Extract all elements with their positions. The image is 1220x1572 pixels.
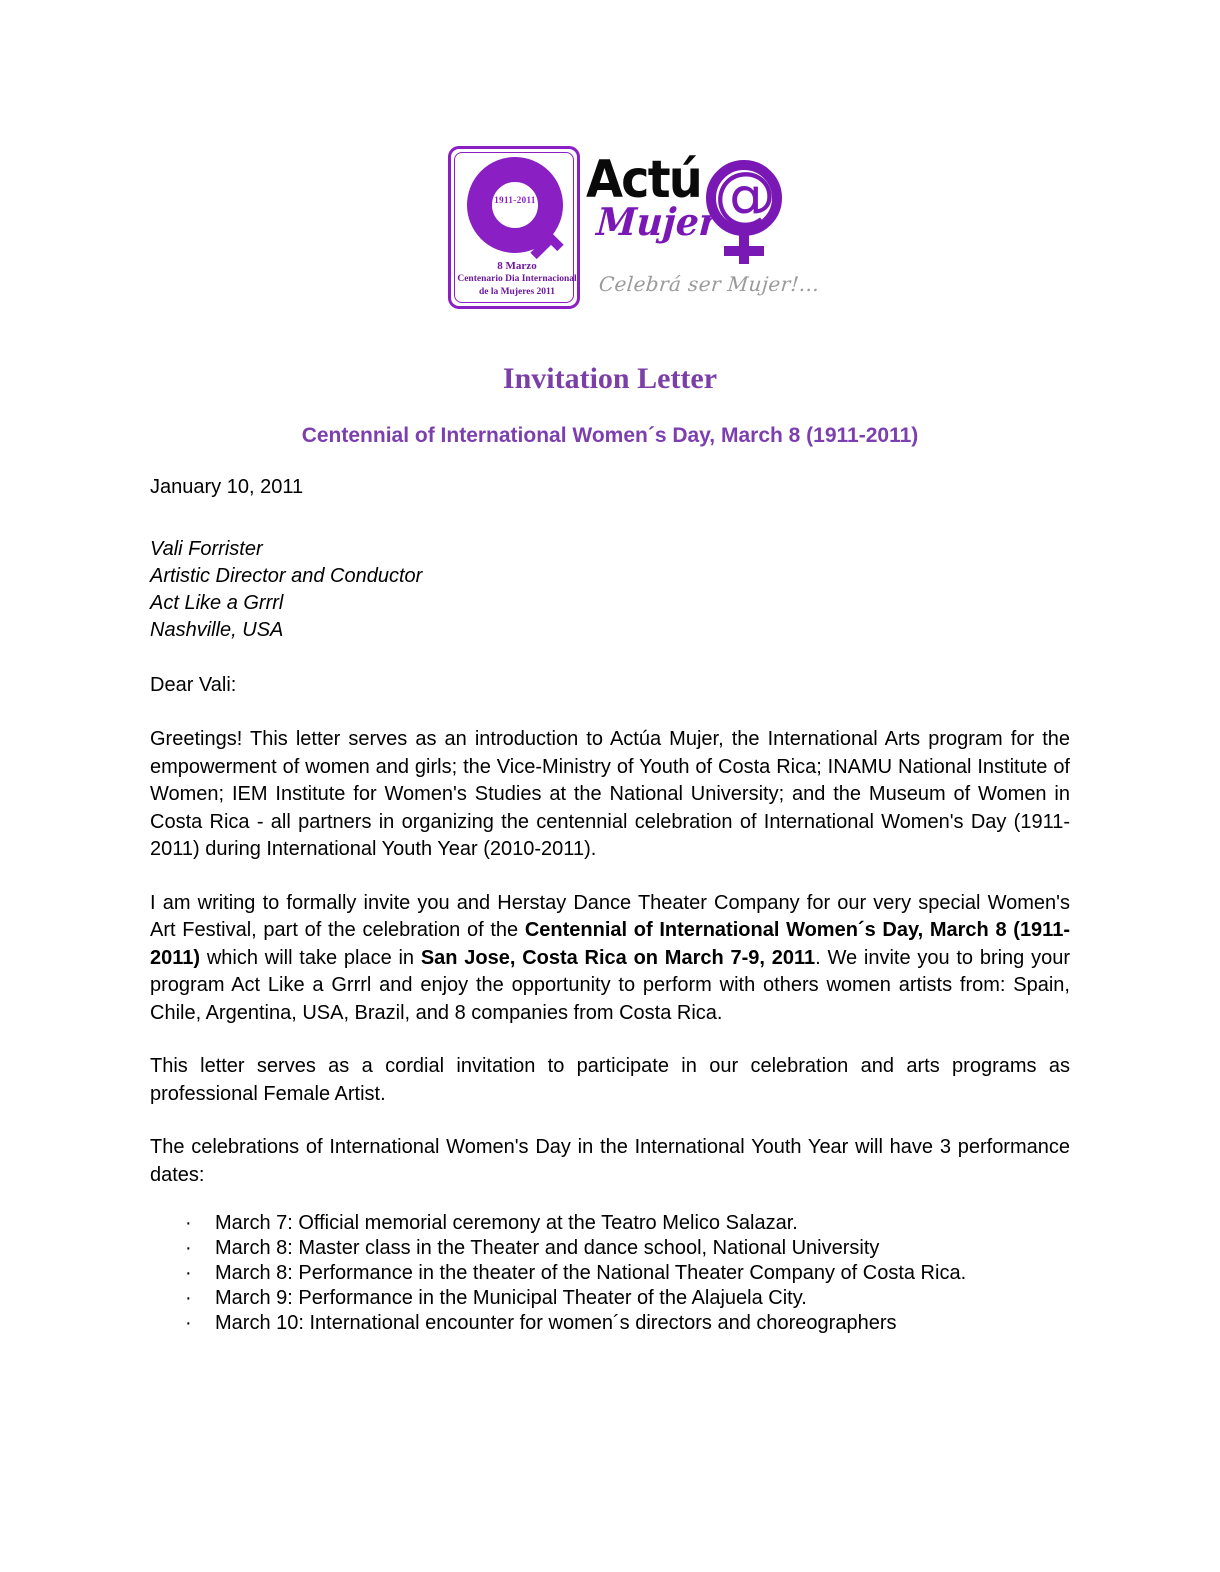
wordmark-venus-cross-horizontal — [724, 246, 764, 256]
list-item-label: March 8: Master class in the Theater and dance school, National University — [215, 1237, 880, 1259]
list-item-label: March 9: Performance in the Municipal Theater of the Alajuela City. — [215, 1287, 807, 1309]
bullet-icon: · — [185, 1212, 192, 1234]
letter-salutation: Dear Vali: — [150, 674, 237, 696]
list-item — [150, 1261, 1070, 1286]
wordmark — [586, 150, 786, 274]
badge-caption-line-1: 8 Marzo — [497, 260, 537, 272]
paragraph-2-part-3: . We invite you to bring your program Act Like a Grrrl and enjoy the opportunity to perform with others women artists from: Spain, Chile, Argentina, USA, Brazil, and 8 companies from Costa Rica. — [150, 946, 1070, 1024]
letter-paragraph-4: The celebrations of International Women's Day in the International Youth Year will have 3 performance dates: — [150, 1136, 1070, 1186]
venus-symbol-icon — [467, 157, 567, 257]
letter-paragraph-3: This letter serves as a cordial invitation to participate in our celebration and arts programs as professional Female Artist. — [150, 1055, 1070, 1105]
recipient-name: Vali Forrister — [150, 538, 263, 560]
bullet-icon: · — [185, 1237, 192, 1259]
page-title: Invitation Letter — [502, 362, 718, 395]
list-item — [150, 1236, 1070, 1261]
recipient-location: Nashville, USA — [150, 619, 284, 641]
bullet-icon: · — [185, 1262, 192, 1284]
list-item-label: March 7: Official memorial ceremony at the Teatro Melico Salazar. — [215, 1212, 798, 1234]
recipient-role: Artistic Director and Conductor — [150, 565, 423, 587]
badge-caption — [455, 259, 579, 299]
wordmark-mujer-text: Mujer — [595, 199, 720, 244]
list-item-label: March 10: International encounter for women´s directors and choreographers — [215, 1312, 897, 1334]
bullet-icon: · — [185, 1312, 192, 1334]
letter-paragraph-1: Greetings! This letter serves as an introduction to Actúa Mujer, the International Arts program for the empowerment of women and girls; the Vice-Ministry of Youth of Costa Rica; INAMU National Institute of Women; IEM Institute for Women's Studies at the National University; and the Museum of Women in Costa Rica - all partners in organizing the centennial celebration of International Women's Day (1911-2011) during International Youth Year (2010-2011). — [150, 728, 1070, 860]
paragraph-2-part-2: which will take place in — [200, 946, 421, 969]
list-item — [150, 1211, 1070, 1236]
recipient-address-block — [150, 536, 1070, 644]
paragraph-2-part-1: I am writing to formally invite you and Herstay Dance Theater Company for our very special Women's Art Festival, part of the celebration of the — [150, 891, 1070, 941]
wordmark-actua-text: Actú — [586, 150, 701, 210]
list-item — [150, 1286, 1070, 1311]
badge-caption-line-3: de la Mujeres 2011 — [478, 287, 556, 297]
letter-date: January 10, 2011 — [150, 476, 304, 498]
list-item-label: March 8: Performance in the theater of the National Theater Company of Costa Rica. — [215, 1262, 967, 1284]
performance-dates-list — [150, 1211, 1070, 1336]
centennial-badge-icon — [448, 146, 580, 309]
badge-caption-line-2: Centenario Dia Internacional — [457, 274, 577, 284]
letter-body — [150, 474, 1070, 1336]
recipient-organization: Act Like a Grrrl — [150, 592, 284, 614]
paragraph-2-bold-1: Centennial of International Women´s Day, March 8 (1911-2011) — [150, 919, 1070, 969]
letter-paragraph-2 — [150, 890, 1070, 1028]
page-subtitle: Centennial of International Women´s Day, March 8 (1911-2011) — [301, 424, 919, 447]
paragraph-2-bold-2: San Jose, Costa Rica on March 7-9, 2011 — [420, 946, 816, 969]
logo-tagline: Celebrá ser Mujer!... — [597, 272, 821, 296]
bullet-icon: · — [185, 1287, 192, 1309]
actua-mujer-logo — [448, 146, 821, 318]
badge-year-label: 1911-2011 — [494, 195, 536, 205]
list-item — [150, 1311, 1070, 1336]
at-sign-icon: @ — [714, 158, 776, 231]
